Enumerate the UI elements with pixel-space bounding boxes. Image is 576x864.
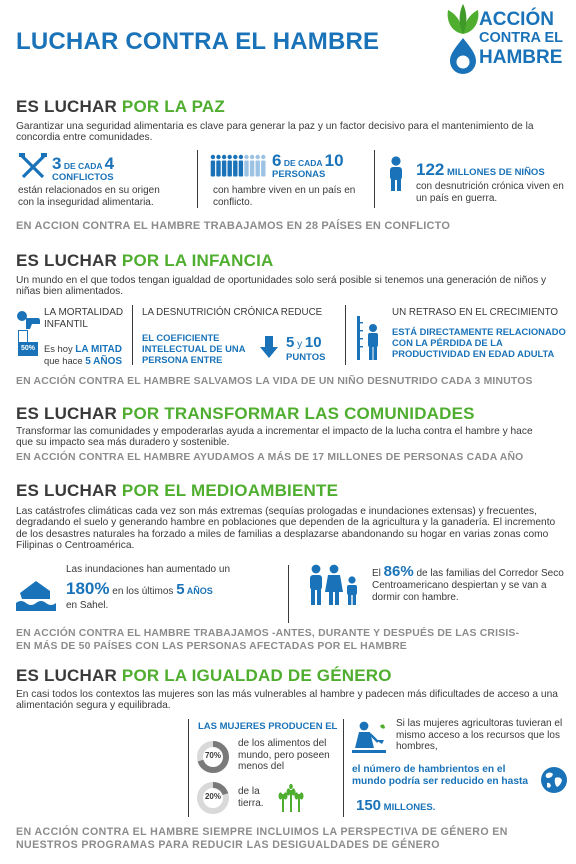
- logo-line3: HAMBRE: [479, 47, 563, 68]
- logo-line1: ACCIÓN: [479, 9, 554, 30]
- height-measure-icon: [356, 314, 382, 362]
- medio-stat2-text: El 86% de las familias del Corredor Seco Centroamericano despiertan y se van a dormir con hambre.: [372, 563, 564, 603]
- divider: [345, 305, 346, 365]
- people-row-icon: [210, 154, 268, 178]
- divider: [288, 565, 289, 623]
- arrow-down-icon: [260, 336, 278, 358]
- section-heading-paz: ES LUCHAR POR LA PAZ: [16, 97, 225, 116]
- section-heading-genero: ES LUCHAR POR LA IGUALDAD DE GÉNERO: [16, 666, 392, 685]
- donut-chart-70: 70%: [196, 740, 230, 774]
- flooded-house-icon: [16, 577, 56, 611]
- medioambiente-banner: EN ACCIÓN CONTRA EL HAMBRE TRABAJAMOS -ANTES, DURANTE Y DESPUÉS DE LAS CRISIS- EN MÁS DE 50 PAÍSES CON LAS PERSONAS AFECTADAS POR EL HAMBRE: [16, 628, 520, 652]
- genero-col1-text2: de la tierra.: [238, 786, 264, 809]
- paz-stat2-headline: 6 DE CADA 10: [272, 151, 344, 170]
- divider: [343, 719, 344, 817]
- medio-stat1-value: 180% en los últimos 5 AÑOS: [66, 579, 213, 598]
- family-icon: [306, 564, 364, 606]
- genero-col2-text1: Si las mujeres agricultoras tuvieran el mismo acceso a los recursos que los hombres,: [396, 718, 563, 753]
- paz-stat3-text: con desnutrición crónica viven en un país en guerra.: [416, 181, 564, 204]
- paz-banner: EN ACCION CONTRA EL HAMBRE TRABAJAMOS EN 28 PAÍSES EN CONFLICTO: [16, 220, 451, 232]
- logo-text: [479, 10, 563, 67]
- page-title: LUCHAR CONTRA EL HAMBRE: [16, 28, 380, 55]
- paz-stat1-label: CONFLICTOS: [52, 172, 114, 183]
- divider: [197, 150, 198, 208]
- paz-stat2-label: PERSONAS: [272, 169, 326, 180]
- paz-stat1-text: están relacionados en su origen con la inseguridad alimentaria.: [18, 185, 160, 208]
- infancia-col1-title: LA MORTALIDAD INFANTIL: [44, 307, 124, 330]
- infancia-col2-title: LA DESNUTRICIÓN CRÓNICA REDUCE: [142, 307, 323, 318]
- globe-icon: [540, 766, 568, 794]
- infancia-col3-title: UN RETRASO EN EL CRECIMIENTO: [392, 307, 559, 318]
- divider: [132, 305, 133, 365]
- genero-col2-bold: el número de hambrientos en el mundo podría ser reducido en hasta: [352, 764, 529, 787]
- genero-col1-text1: de los alimentos del mundo, pero poseen menos del: [238, 738, 330, 773]
- section-heading-comunidades: ES LUCHAR POR TRANSFORMAR LAS COMUNIDADES: [16, 404, 475, 423]
- bar-outline: [18, 330, 28, 343]
- paz-stat2-text: con hambre viven en un país en conflicto.: [213, 185, 356, 208]
- donut-chart-20: 20%: [196, 781, 230, 815]
- infancia-banner: EN ACCIÓN CONTRA EL HAMBRE SALVAMOS LA VIDA DE UN NIÑO DESNUTRIDO CADA 3 MINUTOS: [16, 376, 533, 387]
- paz-intro: Garantizar una seguridad alimentaria es clave para generar la paz y un factor decisivo para el mantenimiento de la concordia entre comunidades.: [16, 121, 534, 144]
- divider: [188, 719, 189, 817]
- infancia-col1-text: Es hoy LA MITAD que hace 5 AÑOS: [44, 343, 123, 367]
- comunidades-banner: EN ACCIÓN CONTRA EL HAMBRE AYUDAMOS A MÁS DE 17 MILLONES DE PERSONAS CADA AÑO: [16, 452, 524, 463]
- leaf-drop-logo-icon: [442, 4, 484, 76]
- infancia-intro: Un mundo en el que todos tengan igualdad de oportunidades solo será posible si tenemos una generación de niños y niñas bien alimentados.: [16, 275, 547, 298]
- logo-line2: CONTRA EL: [479, 30, 564, 46]
- comunidades-intro: Transformar las comunidades y empoderarlas ayuda a incrementar el impacto de la lucha contra el hambre y hace que su impacto sea más duradero y sostenible.: [16, 426, 533, 449]
- genero-intro: En casi todos los contextos las mujeres son las más vulnerables al hambre y padecen más dificultades de acceso a una alimentación segura y equilibrada.: [16, 689, 558, 712]
- genero-banner: EN ACCIÓN CONTRA EL HAMBRE SIEMPRE INCLUIMOS LA PERSPECTIVA DE GÉNERO EN NUESTROS PROGRAMAS PARA REDUCIR LAS DESIGUALDADES DE GÉNERO: [16, 826, 508, 851]
- infancia-col2-unit: PUNTOS: [286, 352, 326, 363]
- section-heading-infancia: ES LUCHAR POR LA INFANCIA: [16, 251, 274, 270]
- infancia-col3-text: ESTÁ DIRECTAMENTE RELACIONADO CON LA PÉRDIDA DE LA PRODUCTIVIDAD EN EDAD ADULTA: [392, 326, 566, 359]
- medioambiente-intro: Las catástrofes climáticas cada vez son más extremas (sequías prologadas e inundaciones extensas) y frecuentes, degradando el suelo y generando hambre en poblaciones que dependen de la agricultura y la ganadería. El incremento de los desastres naturales ha forzado a miles de familias a desplazarse abandonando su hogar en varias zonas como Filipinas o Centroamérica.: [16, 506, 556, 552]
- genero-col1-title: LAS MUJERES PRODUCEN EL: [198, 721, 338, 732]
- medio-stat1-pre: Las inundaciones han aumentado un: [66, 564, 231, 575]
- section-heading-medioambiente: ES LUCHAR POR EL MEDIOAMBIENTE: [16, 481, 339, 500]
- infancia-col2-range: 5 y 10: [286, 334, 322, 351]
- crossed-weapons-icon: [18, 152, 48, 180]
- wheat-icon: [276, 784, 306, 812]
- divider: [374, 150, 375, 208]
- child-icon: [386, 156, 406, 192]
- paz-stat1-headline: 3 DE CADA 4: [52, 154, 115, 173]
- percent-badge: 50%: [18, 342, 38, 356]
- paz-stat3-headline: 122 MILLONES DE NIÑOS: [416, 160, 545, 179]
- genero-col2-value: 150 MILLONES.: [356, 797, 436, 814]
- medio-stat1-post: en Sahel.: [66, 600, 109, 611]
- woman-farmer-icon: [352, 720, 386, 754]
- infancia-col2-text: EL COEFICIENTE INTELECTUAL DE UNA PERSONA ENTRE: [142, 332, 246, 365]
- baby-icon: [16, 310, 40, 330]
